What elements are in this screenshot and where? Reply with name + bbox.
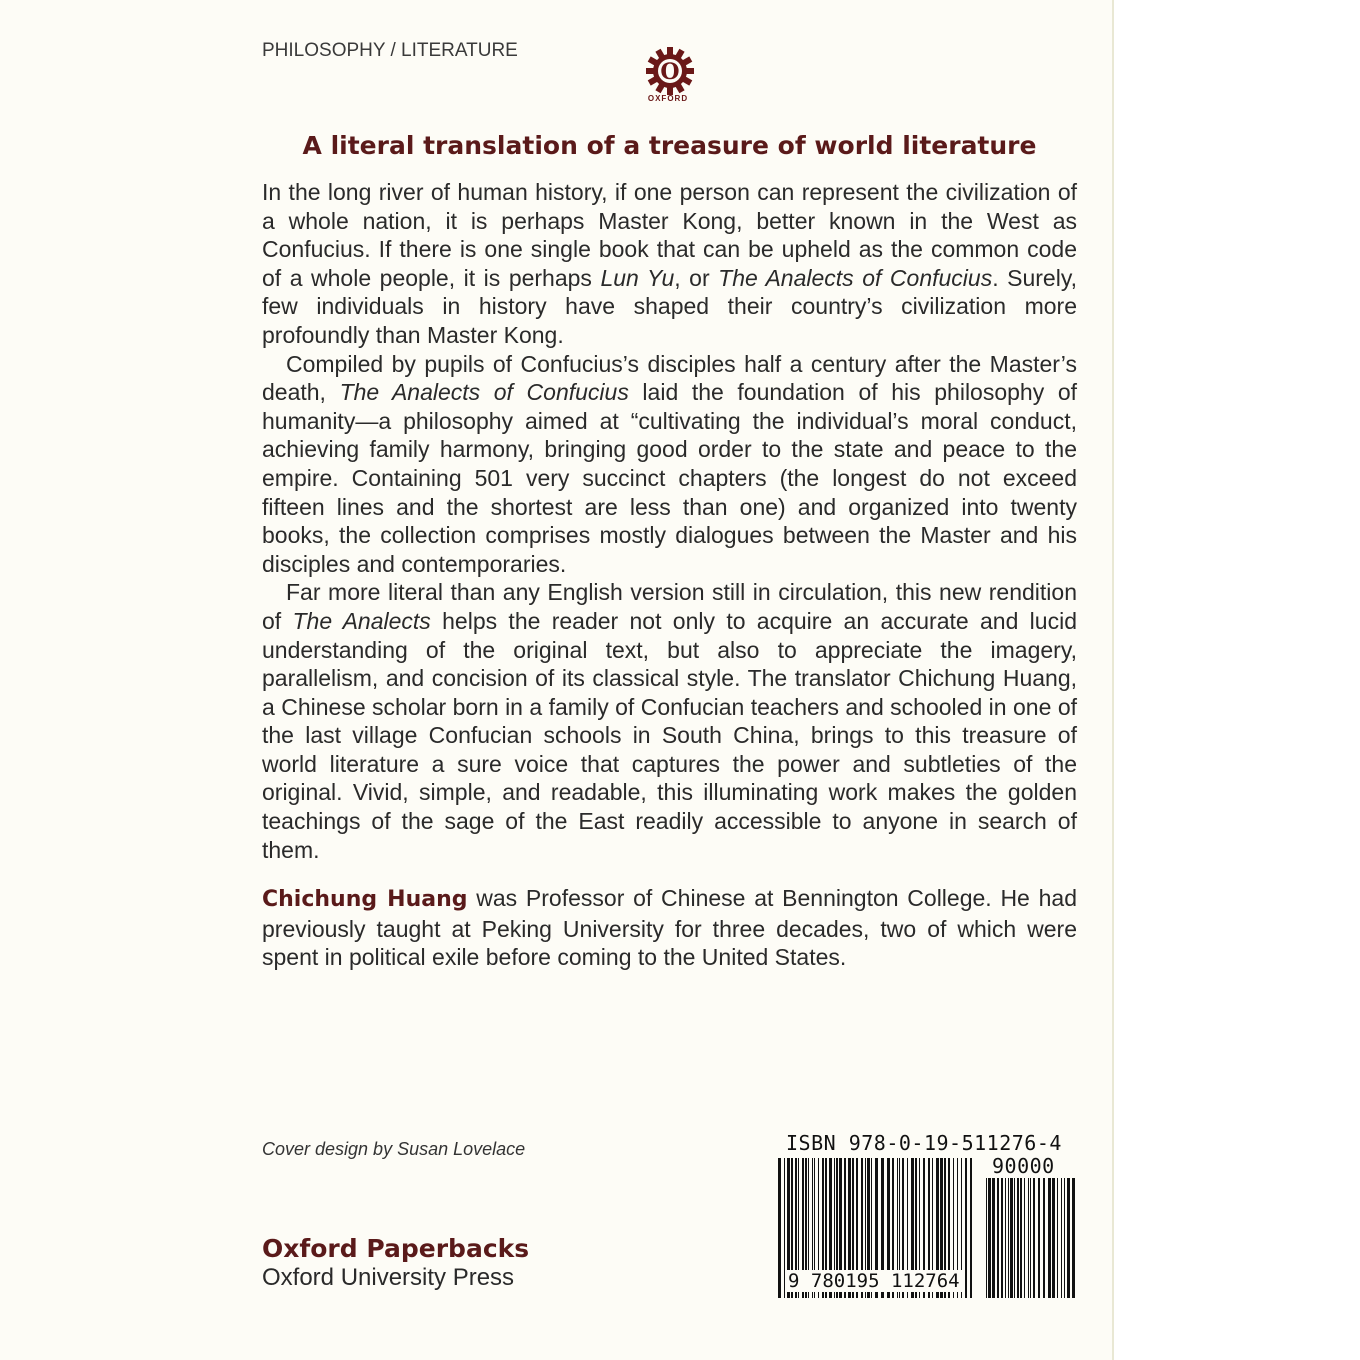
logo-label: OXFORD	[647, 94, 689, 103]
isbn-label: ISBN 978-0-19-511276-4	[786, 1131, 1062, 1155]
author-name: Chichung Huang	[262, 887, 468, 912]
barcode-addon-icon	[986, 1178, 1076, 1298]
book-title-text: Lun Yu	[600, 264, 675, 291]
book-title-text: The Analects of Confucius	[339, 379, 629, 406]
paragraph-text: laid the foundation of his philosophy of humanity—a philosophy aimed at “cultivating the individual’s moral conduct, achieving family harmony, bringing good order to the state and peace to the empire. Containing 501 very succinct chapters (the longest do not exceed fifteen lines and the shortest are less than one) and organized into twenty books, the collection comprises mostly dialogues between the Master and his disciples and contemporaries.	[262, 379, 1078, 577]
barcode-digits: 9 780195 112764	[788, 1270, 960, 1292]
cover-design-credit: Cover design by Susan Lovelace	[262, 1139, 526, 1159]
paragraph-text: In the long river of human history, if one person can represent the civilization of a whole nation, it is perhaps Master Kong, better known in the West as Confucius. If there is one single book that can be upheld as the common code of a whole people, it is perhaps	[262, 179, 1077, 291]
publisher-name: Oxford University Press	[262, 1264, 515, 1291]
paragraph-text: , or	[674, 264, 719, 291]
paragraph-text: helps the reader not only to acquire an accurate and lucid understanding of the original text, but also to appreciate the imagery, parallelism, and concision of its classical style. The translator Chichung Huang, a Chinese scholar born in a family of Confucian teachers and schooled in one of the last village Confucian schools in South China, brings to this treasure of world literature a sure voice that captures the power and subtleties of the original. Vivid, simple, and readable, this illuminating work makes the golden teachings of the sage of the East readily accessible to anyone in search of them.	[262, 607, 1077, 863]
svg-text:O: O	[660, 59, 680, 85]
paragraph-text: Compiled by pupils of Confucius’s disciples half a century after the Master’s death,	[262, 350, 1077, 406]
book-title-text: The Analects of Confucius	[718, 264, 993, 291]
blurb-paragraph	[262, 350, 1077, 579]
paragraph-text: . Surely, few individuals in history have shaped their country’s civilization more profoundly than Master Kong.	[262, 264, 1077, 348]
author-bio-text: was Professor of Chinese at Bennington College. He had previously taught at Peking University for three decades, two of which were spent in political exile before coming to the United States.	[262, 885, 1077, 971]
book-title-text: The Analects	[292, 607, 431, 634]
paragraph-text: Far more literal than any English version still in circulation, this new rendition of	[262, 579, 1077, 634]
author-bio	[262, 884, 1077, 972]
blurb-paragraph	[262, 178, 1077, 350]
blurb	[262, 178, 1077, 864]
category-label: PHILOSOPHY / LITERATURE	[262, 40, 518, 61]
blurb-paragraph	[262, 578, 1077, 864]
headline: A literal translation of a treasure of world literature	[302, 131, 1037, 160]
price-code: 90000	[992, 1154, 1055, 1178]
imprint-name: Oxford Paperbacks	[262, 1234, 530, 1263]
